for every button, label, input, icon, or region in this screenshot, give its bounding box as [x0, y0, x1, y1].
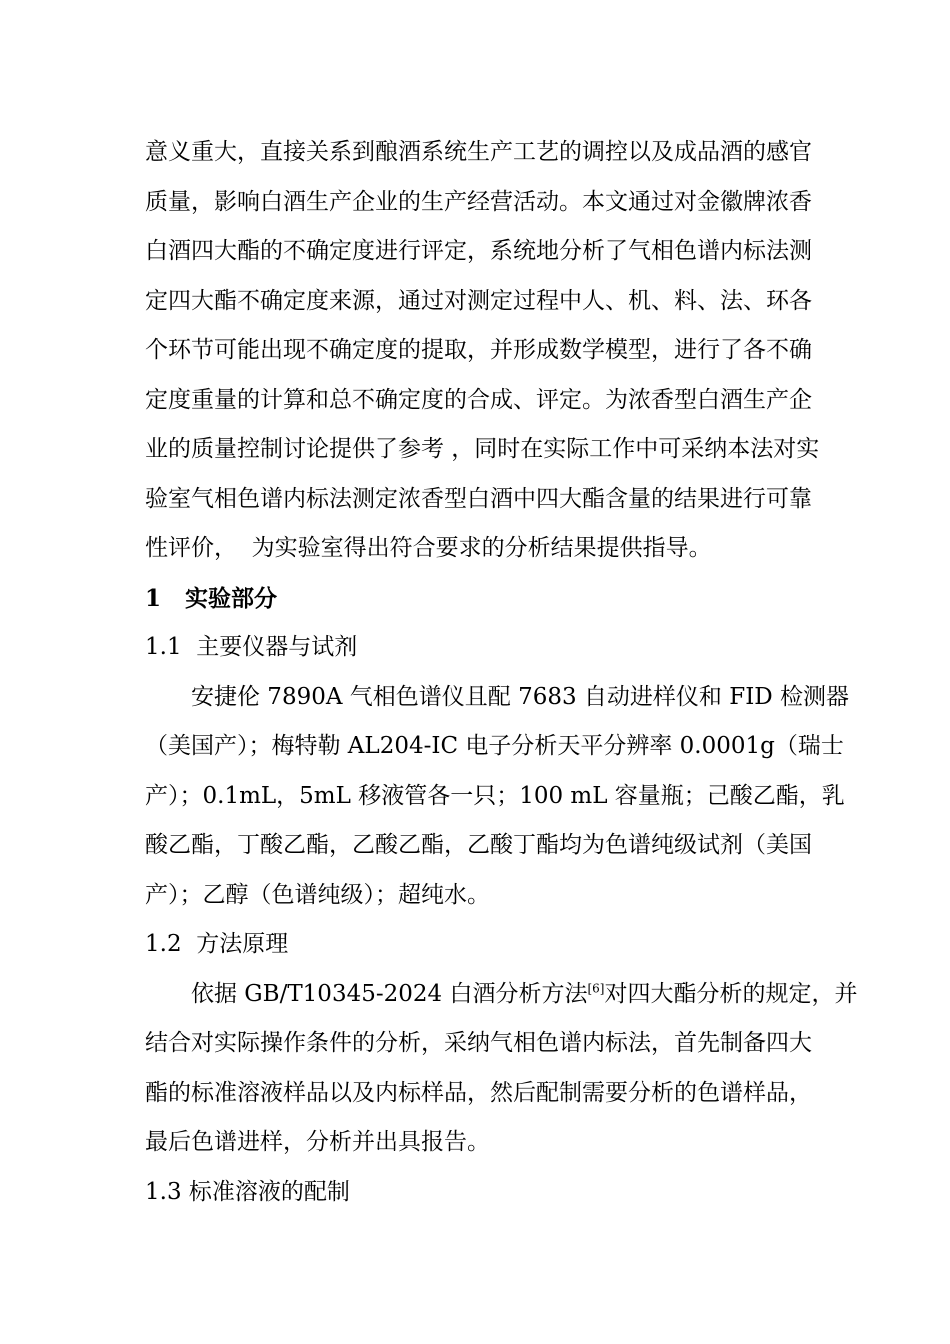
citation-ref: [6]	[587, 980, 605, 995]
paragraph-line: 酸乙酯，丁酸乙酯，乙酸乙酯，乙酸丁酯均为色谱纯级试剂（美国	[145, 832, 812, 858]
paragraph-line: 结合对实际操作条件的分析，采纳气相色谱内标法，首先制备四大	[145, 1030, 812, 1056]
subsection-heading-1-3: 1.3 标准溶液的配制	[145, 1178, 350, 1205]
line-text: 依据 GB/T10345-2024 白酒分析方法	[191, 980, 588, 1007]
subsection-heading-1-1: 1.1 主要仪器与试剂	[145, 634, 358, 660]
method-principle-paragraph	[145, 970, 858, 1168]
paragraph-line: 验室气相色谱内标法测定浓香型白酒中四大酯含量的结果进行可靠	[145, 485, 812, 512]
intro-paragraph	[145, 128, 820, 574]
paragraph-line: 安捷伦 7890A 气相色谱仪且配 7683 自动进样仪和 FID 检测器	[191, 683, 850, 710]
subsection-heading-1-2: 1.2 方法原理	[145, 931, 289, 957]
paragraph-line: 定四大酯不确定度来源，通过对测定过程中人、机、料、法、环各	[145, 287, 812, 314]
section-heading-1: 1 实验部分	[145, 584, 278, 612]
instruments-paragraph	[145, 673, 850, 921]
paragraph-line: 定度重量的计算和总不确定度的合成、评定。为浓香型白酒生产企	[145, 386, 812, 413]
paragraph-line: 产）；乙醇（色谱纯级）；超纯水。	[145, 881, 490, 908]
paragraph-line: 意义重大，直接关系到酿酒系统生产工艺的调控以及成品酒的感官	[145, 139, 812, 165]
paragraph-line: 质量，影响白酒生产企业的生产经营活动。本文通过对金徽牌浓香	[145, 188, 812, 215]
paragraph-line: （美国产）；梅特勒 AL204-IC 电子分析天平分辨率 0.0001g（瑞士	[145, 733, 844, 759]
paragraph-line	[145, 970, 858, 1020]
paragraph-line: 酯的标准溶液样品以及内标样品，然后配制需要分析的色谱样品，	[145, 1079, 812, 1106]
line-text: 对四大酯分析的规定，并	[604, 980, 858, 1007]
document-body	[145, 128, 858, 1217]
paragraph-line: 个环节可能出现不确定度的提取，并形成数学模型，进行了各不确	[145, 337, 812, 363]
paragraph-line: 性评价， 为实验室得出符合要求的分析结果提供指导。	[145, 535, 712, 561]
paragraph-line: 业的质量控制讨论提供了参考 ，同时在实际工作中可采纳本法对实	[145, 436, 820, 462]
paragraph-line: 产）；0.1mL，5mL 移液管各一只；100 mL 容量瓶；己酸乙酯，乳	[145, 782, 845, 809]
paragraph-line: 最后色谱进样，分析并出具报告。	[145, 1129, 490, 1155]
paragraph-line: 白酒四大酯的不确定度进行评定，系统地分析了气相色谱内标法测	[145, 238, 812, 264]
